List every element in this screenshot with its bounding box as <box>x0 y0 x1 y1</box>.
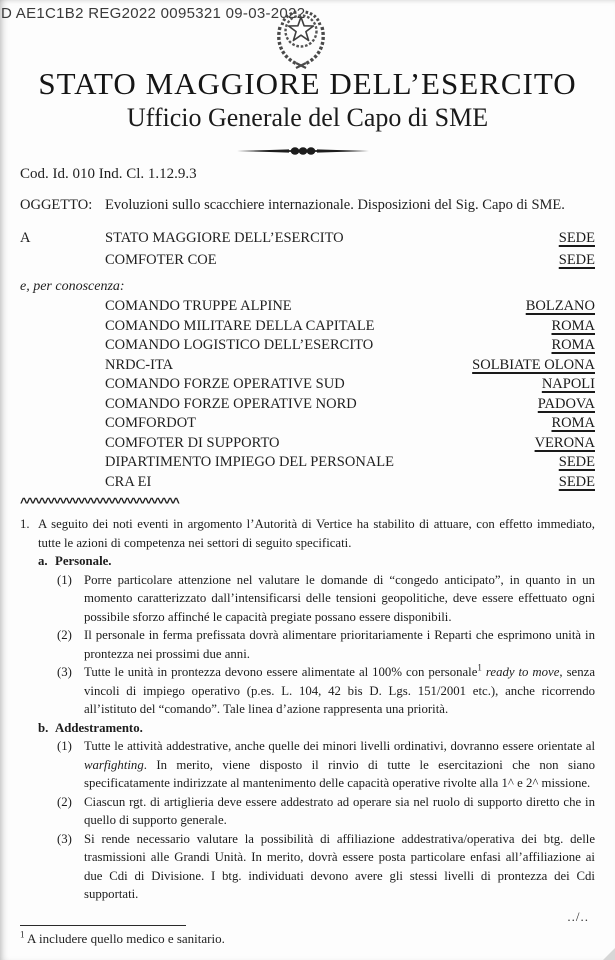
recipient-name: COMANDO FORZE OPERATIVE NORD <box>105 395 357 412</box>
subject-row <box>20 195 595 215</box>
subject-text: Evoluzioni sullo scacchiere internazionale. Disposizioni del Sig. Capo di SME. <box>105 197 565 213</box>
section-title: Personale. <box>55 554 112 568</box>
recipient-location: ROMA <box>551 415 595 431</box>
zigzag-separator: ^^^^^^^^^^^^^^^^^^^^^^^^^^ <box>20 495 179 510</box>
to-label: A <box>20 230 31 246</box>
recipient-name: COMANDO MILITARE DELLA CAPITALE <box>105 317 375 334</box>
recipient-name: DIPARTIMENTO IMPIEGO DEL PERSONALE <box>105 454 395 470</box>
cc-row <box>20 375 595 395</box>
recipient-location: NAPOLI <box>541 376 595 392</box>
recipient-location: BOLZANO <box>525 298 595 314</box>
recipient-location: PADOVA <box>537 395 595 412</box>
recipient-row <box>20 227 595 249</box>
sub-item-marker: (1) <box>57 572 72 587</box>
recipient-name: COMANDO TRUPPE ALPINE <box>105 298 292 314</box>
recipient-location: ROMA <box>551 337 595 353</box>
recipient-name: COMFORDOT <box>105 415 197 431</box>
code-id-line: Cod. Id. 010 Ind. Cl. 1.12.9.3 <box>20 166 197 182</box>
section-heading <box>20 719 595 738</box>
sub-item-text: Tutte le attività addestrative, anche quelle dei minori livelli ordinativi, dovranno essere orientate al warfighting. In merito, viene disposto il rinvio di tutte le esercitazioni che non siano specificatamente indirizzate al mantenimento delle capacità operative rivolte alla 1^ e 2^ missione. <box>84 739 595 790</box>
sub-item-text: Porre particolare attenzione nel valutare le domande di “congedo anticipato”, in quanto in un momento caratterizzato dall’intensificarsi delle tensioni geopolitiche, deve essere effettuato ogni possibile sforzo affinché le capacità pregiate possano essere disponibili. <box>84 572 595 624</box>
ornament-divider-icon <box>0 144 605 162</box>
recipient-location: VERONA <box>534 434 595 451</box>
sub-item-marker: (2) <box>57 794 72 809</box>
cc-row <box>20 317 595 337</box>
section-marker: b. <box>38 720 49 735</box>
recipient-location: SEDE <box>558 252 595 268</box>
letter-content <box>20 165 595 904</box>
sub-item-text: Ciascun rgt. di artiglieria deve essere addestrato ad operare sia nel ruolo di supporto diretto che in quello di supporto generale. <box>84 794 595 827</box>
section-title: Addestramento. <box>55 720 143 735</box>
sub-item <box>20 571 595 627</box>
recipient-name: STATO MAGGIORE DELL’ESERCITO <box>105 230 344 246</box>
cc-row <box>20 453 595 473</box>
sub-item-text: Il personale in ferma prefissata dovrà alimentare prioritariamente i Reparti che esprimono unità in prontezza nei prossimi due anni. <box>84 628 595 661</box>
item-marker: 1. <box>20 517 30 531</box>
sub-item <box>20 830 595 904</box>
recipient-location: SEDE <box>558 473 595 490</box>
page-subtitle: Ufficio Generale del Capo di SME <box>126 103 489 132</box>
sub-item-marker: (3) <box>57 665 72 679</box>
recipient-location: SEDE <box>558 454 595 470</box>
section-heading <box>20 552 595 571</box>
sub-item-text: Tutte le unità in prontezza devono essere alimentate al 100% con personale$^1$ ready to move, senza vincoli di impiego operativo (p.es. L. 104, 42 bis D. Lgs. 151/2001 etc.), anche ricorrendo all’istituto del “comando”. Tale linea d’azione rappresenta una priorità. <box>84 662 595 716</box>
sub-item <box>20 626 595 663</box>
corner-fold-icon <box>603 948 615 960</box>
recipient-name: COMFOTER COE <box>105 252 217 268</box>
recipient-name: CRA EI <box>105 473 152 490</box>
cc-row <box>20 414 595 434</box>
recipient-location: SOLBIATE OLONA <box>472 356 595 373</box>
recipient-location: SEDE <box>558 230 595 246</box>
cc-row <box>20 297 595 317</box>
sub-item-marker: (2) <box>57 628 72 642</box>
recipient-row <box>20 249 595 271</box>
footnote-text: A includere quello medico e sanitario. <box>24 931 225 946</box>
sub-item-text: Si rende necessario valutare la possibilità di affiliazione addestrativa/operativa dei btg. delle trasmissioni alle Grandi Unità. In merito, dovrà essere posta particolare enfasi all’affiliazione ai due Cdi di Divisione. I btg. individuati devono avere gli stessi livelli di prontezza dei Cdi supportati. <box>84 831 595 901</box>
recipient-name: COMANDO LOGISTICO DELL’ESERCITO <box>105 337 374 353</box>
cc-row <box>20 336 595 356</box>
sub-item <box>20 737 595 793</box>
footnote-ref: 1 <box>477 662 482 673</box>
cc-row <box>20 395 595 415</box>
body-text <box>20 515 595 904</box>
footnote <box>20 925 580 947</box>
section-marker: a. <box>38 554 48 568</box>
item-text: A seguito dei noti eventi in argomento l’Autorità di Vertice ha stabilito di attuare, con effetto immediato, tutte le azioni di competenza nei settori di seguito specificati. <box>38 517 595 550</box>
sub-item-marker: (1) <box>57 739 72 753</box>
footnote-rule <box>20 925 186 926</box>
cc-label: e, per conoscenza: <box>20 279 125 294</box>
recipient-location: ROMA <box>551 317 595 334</box>
numbered-item <box>20 515 595 552</box>
sub-item-marker: (3) <box>57 831 72 846</box>
sub-item <box>20 793 595 830</box>
cc-row <box>20 434 595 454</box>
recipient-name: COMANDO FORZE OPERATIVE SUD <box>105 376 345 392</box>
continuation-mark: ../.. <box>567 909 589 924</box>
page-title: STATO MAGGIORE DELL’ESERCITO <box>38 66 577 101</box>
sub-item <box>20 663 595 719</box>
cc-row <box>20 356 595 376</box>
recipient-name: NRDC-ITA <box>105 356 174 373</box>
cc-row <box>20 473 595 493</box>
subject-label: OGGETTO: <box>20 197 93 213</box>
footnote-number: 1 <box>20 929 25 940</box>
recipient-name: COMFOTER DI SUPPORTO <box>105 434 280 451</box>
protocol-number: D AE1C1B2 REG2022 0095321 09-03-2022 <box>1 5 306 22</box>
